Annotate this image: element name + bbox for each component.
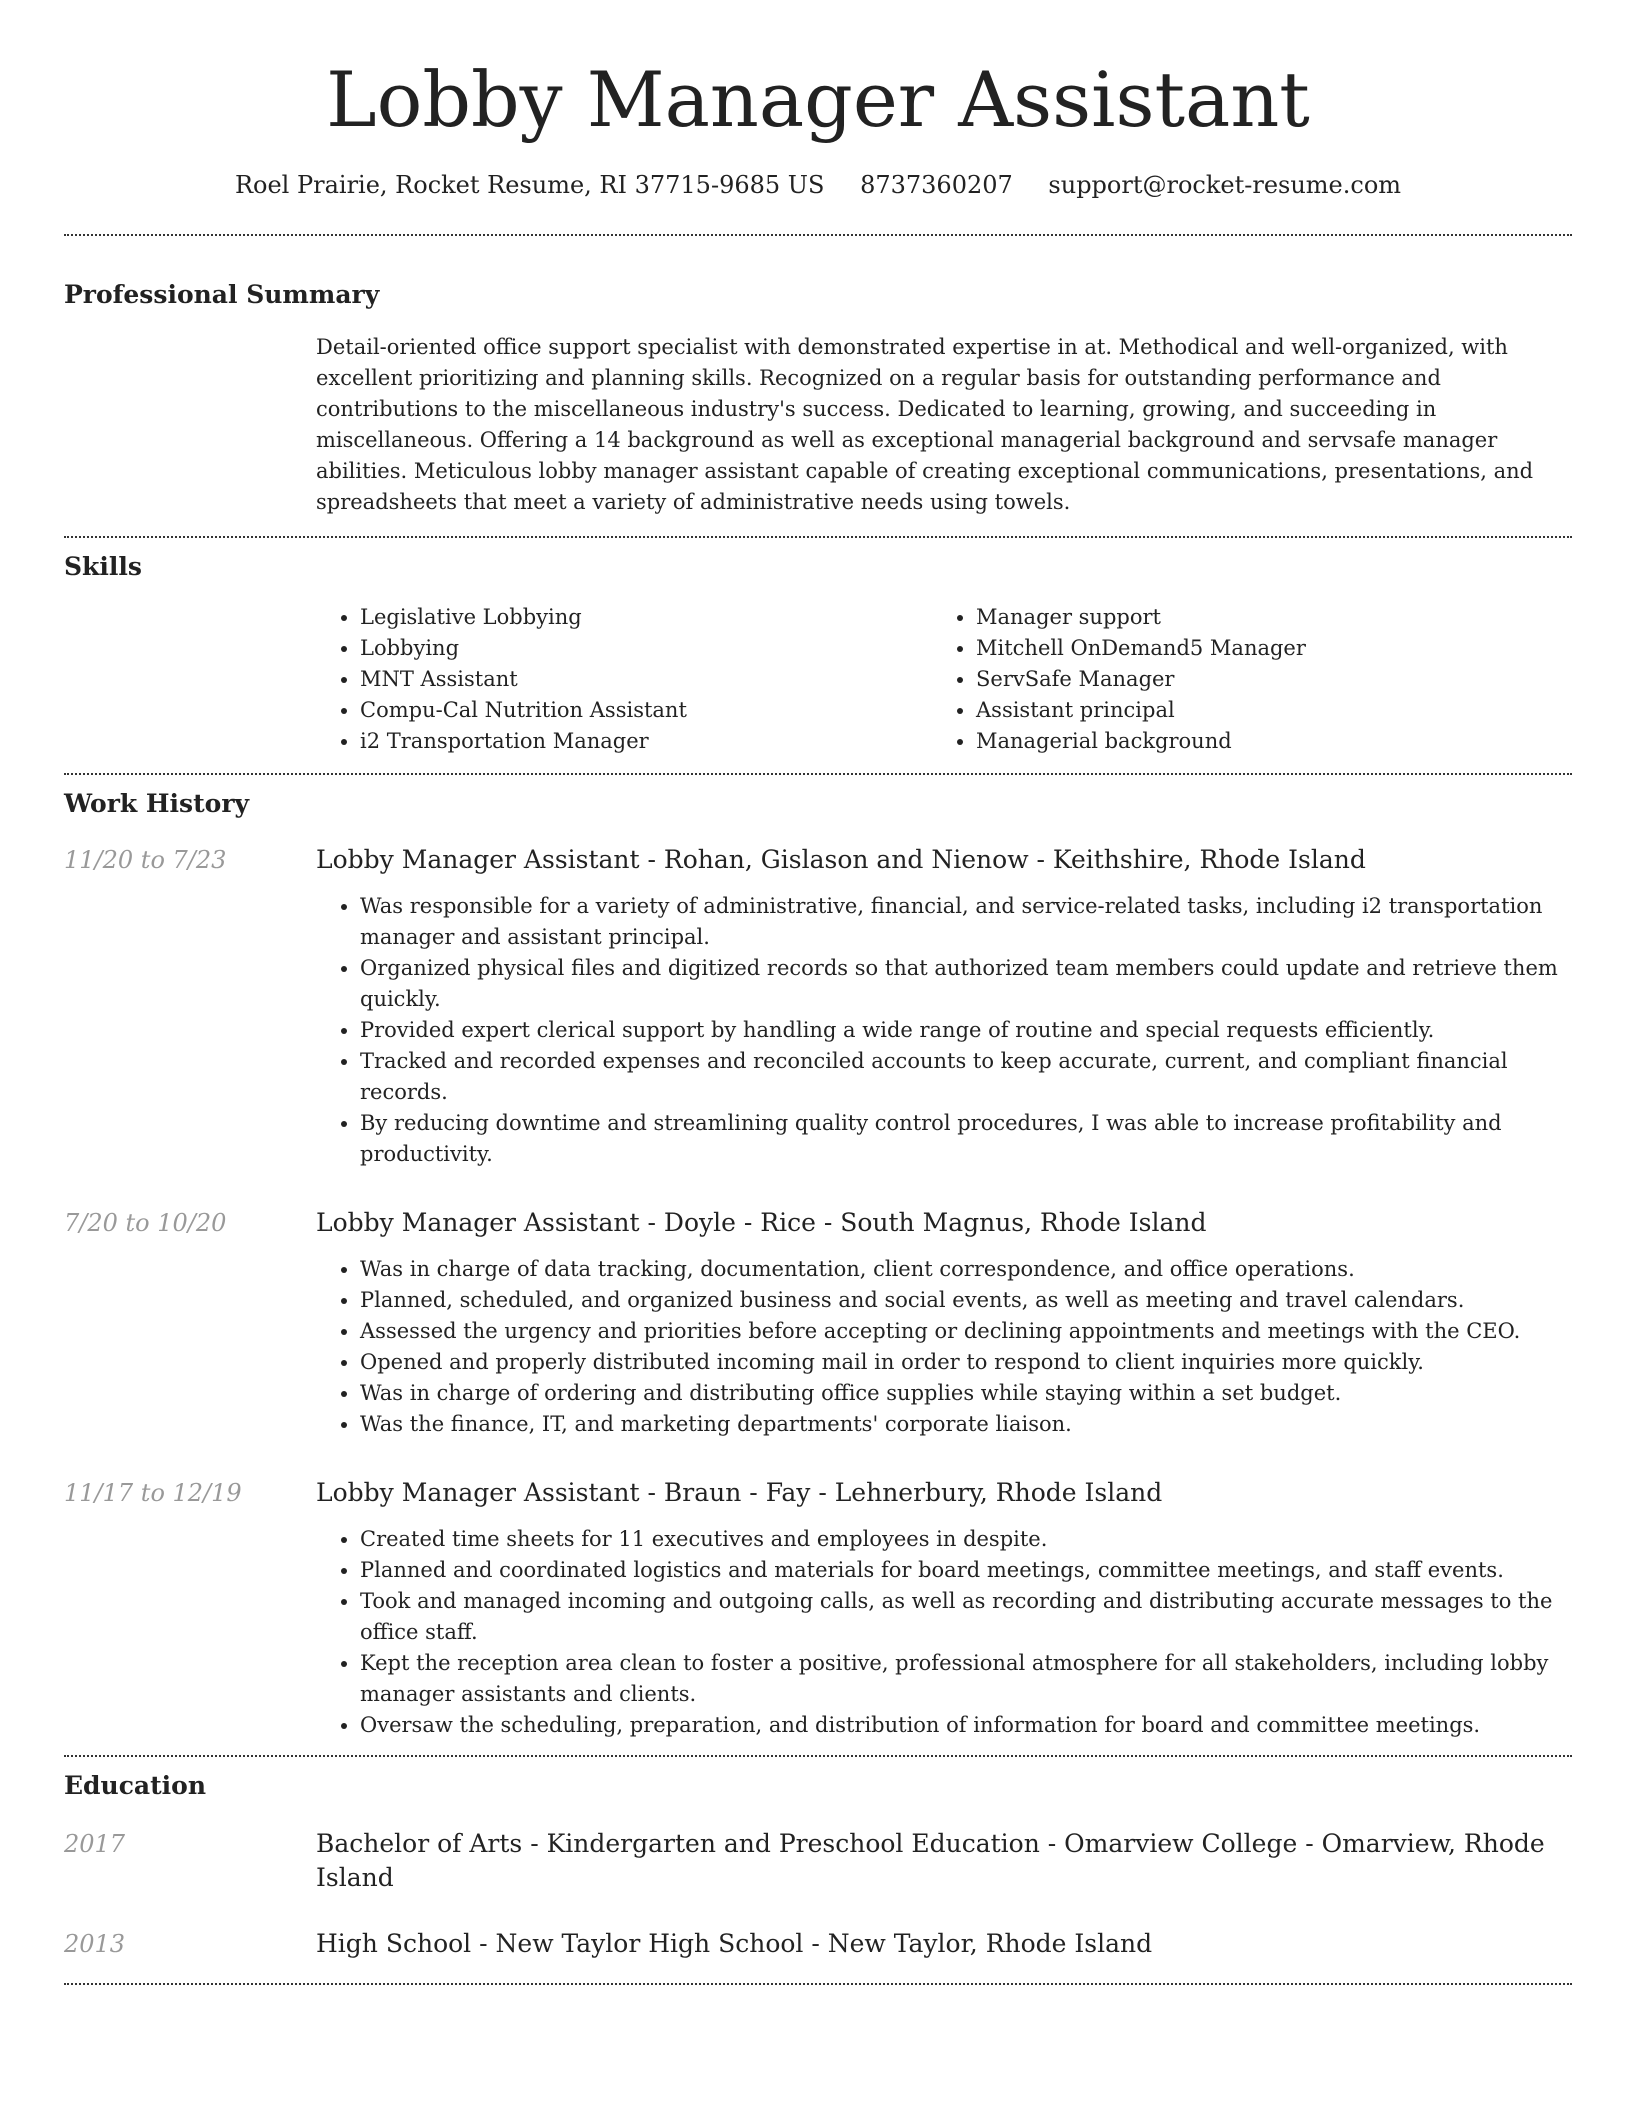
education-detail (316, 1827, 1572, 1895)
job-title: Lobby Manager Assistant (316, 845, 640, 874)
job-heading (316, 843, 1366, 877)
skills-heading: Skills (64, 552, 142, 581)
job-bullets (316, 891, 1572, 1170)
education-year: 2017 (64, 1830, 126, 1858)
resume-page (64, 0, 1572, 1985)
job-entry (64, 1476, 1572, 1741)
job-dates: 11/20 to 7/23 (64, 846, 227, 874)
contact-line (64, 168, 1572, 202)
job-bullet: • Provided expert clerical support by handling a wide range of routine and special requests efficiently. (360, 1015, 1572, 1046)
job-bullet: • By reducing downtime and streamlining quality control procedures, I was able to increase profitability and productivity. (360, 1108, 1572, 1170)
education-degree: High School (316, 1929, 472, 1958)
job-dates: 7/20 to 10/20 (64, 1209, 227, 1237)
education-year: 2013 (64, 1930, 126, 1958)
skills-column-left (316, 602, 932, 757)
skill-item: • Lobbying (360, 633, 932, 664)
divider (64, 234, 1572, 236)
job-heading (316, 1206, 1206, 1240)
skills-column-right (932, 602, 1548, 757)
education-heading: Education (64, 1771, 207, 1800)
divider (64, 773, 1572, 775)
phone: 8737360207 (860, 171, 1013, 199)
education-detail (316, 1927, 1152, 1961)
job-bullets (316, 1524, 1572, 1741)
job-heading (316, 1476, 1162, 1510)
job-dates: 11/17 to 12/19 (64, 1479, 242, 1507)
skill-item: • Mitchell OnDemand5 Manager (976, 633, 1548, 664)
job-bullet: • Was in charge of ordering and distributing office supplies while staying within a set budget. (360, 1378, 1572, 1409)
address: Roel Prairie, Rocket Resume, RI 37715-9685 US (234, 171, 825, 199)
job-bullet: • Organized physical files and digitized records so that authorized team members could update and retrieve them quickly. (360, 953, 1572, 1015)
skill-item: • Compu-Cal Nutrition Assistant (360, 695, 932, 726)
skill-item: • Legislative Lobbying (360, 602, 932, 633)
job-bullet: • Kept the reception area clean to foster a positive, professional atmosphere for all stakeholders, including lobby manager assistants and clients. (360, 1648, 1572, 1710)
skills-list (316, 602, 1572, 757)
job-bullet: • Created time sheets for 11 executives and employees in despite. (360, 1524, 1572, 1555)
divider (64, 536, 1572, 538)
work-history-heading: Work History (64, 789, 250, 818)
email: support@rocket-resume.com (1048, 171, 1402, 199)
skill-item: • Managerial background (976, 726, 1548, 757)
summary-heading: Professional Summary (64, 280, 380, 309)
divider (64, 1755, 1572, 1757)
job-bullet: • Opened and properly distributed incoming mail in order to respond to client inquiries more quickly. (360, 1347, 1572, 1378)
skill-item: • i2 Transportation Manager (360, 726, 932, 757)
divider (64, 1983, 1572, 1985)
job-bullets (316, 1254, 1572, 1440)
job-employer: - Doyle - Rice - South Magnus, Rhode Island (639, 1208, 1207, 1237)
job-bullet: • Was in charge of data tracking, documentation, client correspondence, and office operations. (360, 1254, 1572, 1285)
skill-item: • ServSafe Manager (976, 664, 1548, 695)
candidate-name: Lobby Manager Assistant (326, 55, 1310, 144)
resume-header (64, 0, 1572, 202)
job-bullet: • Planned, scheduled, and organized business and social events, as well as meeting and travel calendars. (360, 1285, 1572, 1316)
job-title: Lobby Manager Assistant (316, 1208, 640, 1237)
education-entry (64, 1927, 1572, 1961)
job-bullet: • Was responsible for a variety of administrative, financial, and service-related tasks, including i2 transportation manager and assistant principal. (360, 891, 1572, 953)
summary-text: Detail-oriented office support specialist with demonstrated expertise in at. Methodical and well-organized, with excellent prioritizing and planning skills. Recognized on a regular basis for outstanding performance and contributions to the miscellaneous industry's success. Dedicated to learning, growing, and succeeding in miscellaneous. Offering a 14 background as well as exceptional managerial background and servsafe manager abilities. Meticulous lobby manager assistant capable of creating exceptional communications, presentations, and spreadsheets that meet a variety of administrative needs using towels. (316, 335, 1534, 514)
job-title: Lobby Manager Assistant (316, 1478, 640, 1507)
job-entry (64, 843, 1572, 1170)
education-degree: Bachelor of Arts - Kindergarten and Preschool Education (316, 1829, 1040, 1858)
job-bullet: • Was the finance, IT, and marketing departments' corporate liaison. (360, 1409, 1572, 1440)
job-bullet: • Took and managed incoming and outgoing calls, as well as recording and distributing accurate messages to the office staff. (360, 1586, 1572, 1648)
education-entry (64, 1827, 1572, 1895)
job-bullet: • Tracked and recorded expenses and reconciled accounts to keep accurate, current, and compliant financial records. (360, 1046, 1572, 1108)
job-entry (64, 1206, 1572, 1440)
skill-item: • MNT Assistant (360, 664, 932, 695)
skill-item: • Assistant principal (976, 695, 1548, 726)
job-bullet: • Planned and coordinated logistics and materials for board meetings, committee meetings, and staff events. (360, 1555, 1572, 1586)
job-employer: - Rohan, Gislason and Nienow - Keithshire, Rhode Island (639, 845, 1366, 874)
skill-item: • Manager support (976, 602, 1548, 633)
job-bullet: • Assessed the urgency and priorities before accepting or declining appointments and meetings with the CEO. (360, 1316, 1572, 1347)
job-bullet: • Oversaw the scheduling, preparation, and distribution of information for board and committee meetings. (360, 1710, 1572, 1741)
job-employer: - Braun - Fay - Lehnerbury, Rhode Island (639, 1478, 1163, 1507)
education-school: - New Taylor High School - New Taylor, Rhode Island (471, 1929, 1153, 1958)
education-school: - Omarview College - Omarview, Rhode Island (316, 1829, 1545, 1892)
